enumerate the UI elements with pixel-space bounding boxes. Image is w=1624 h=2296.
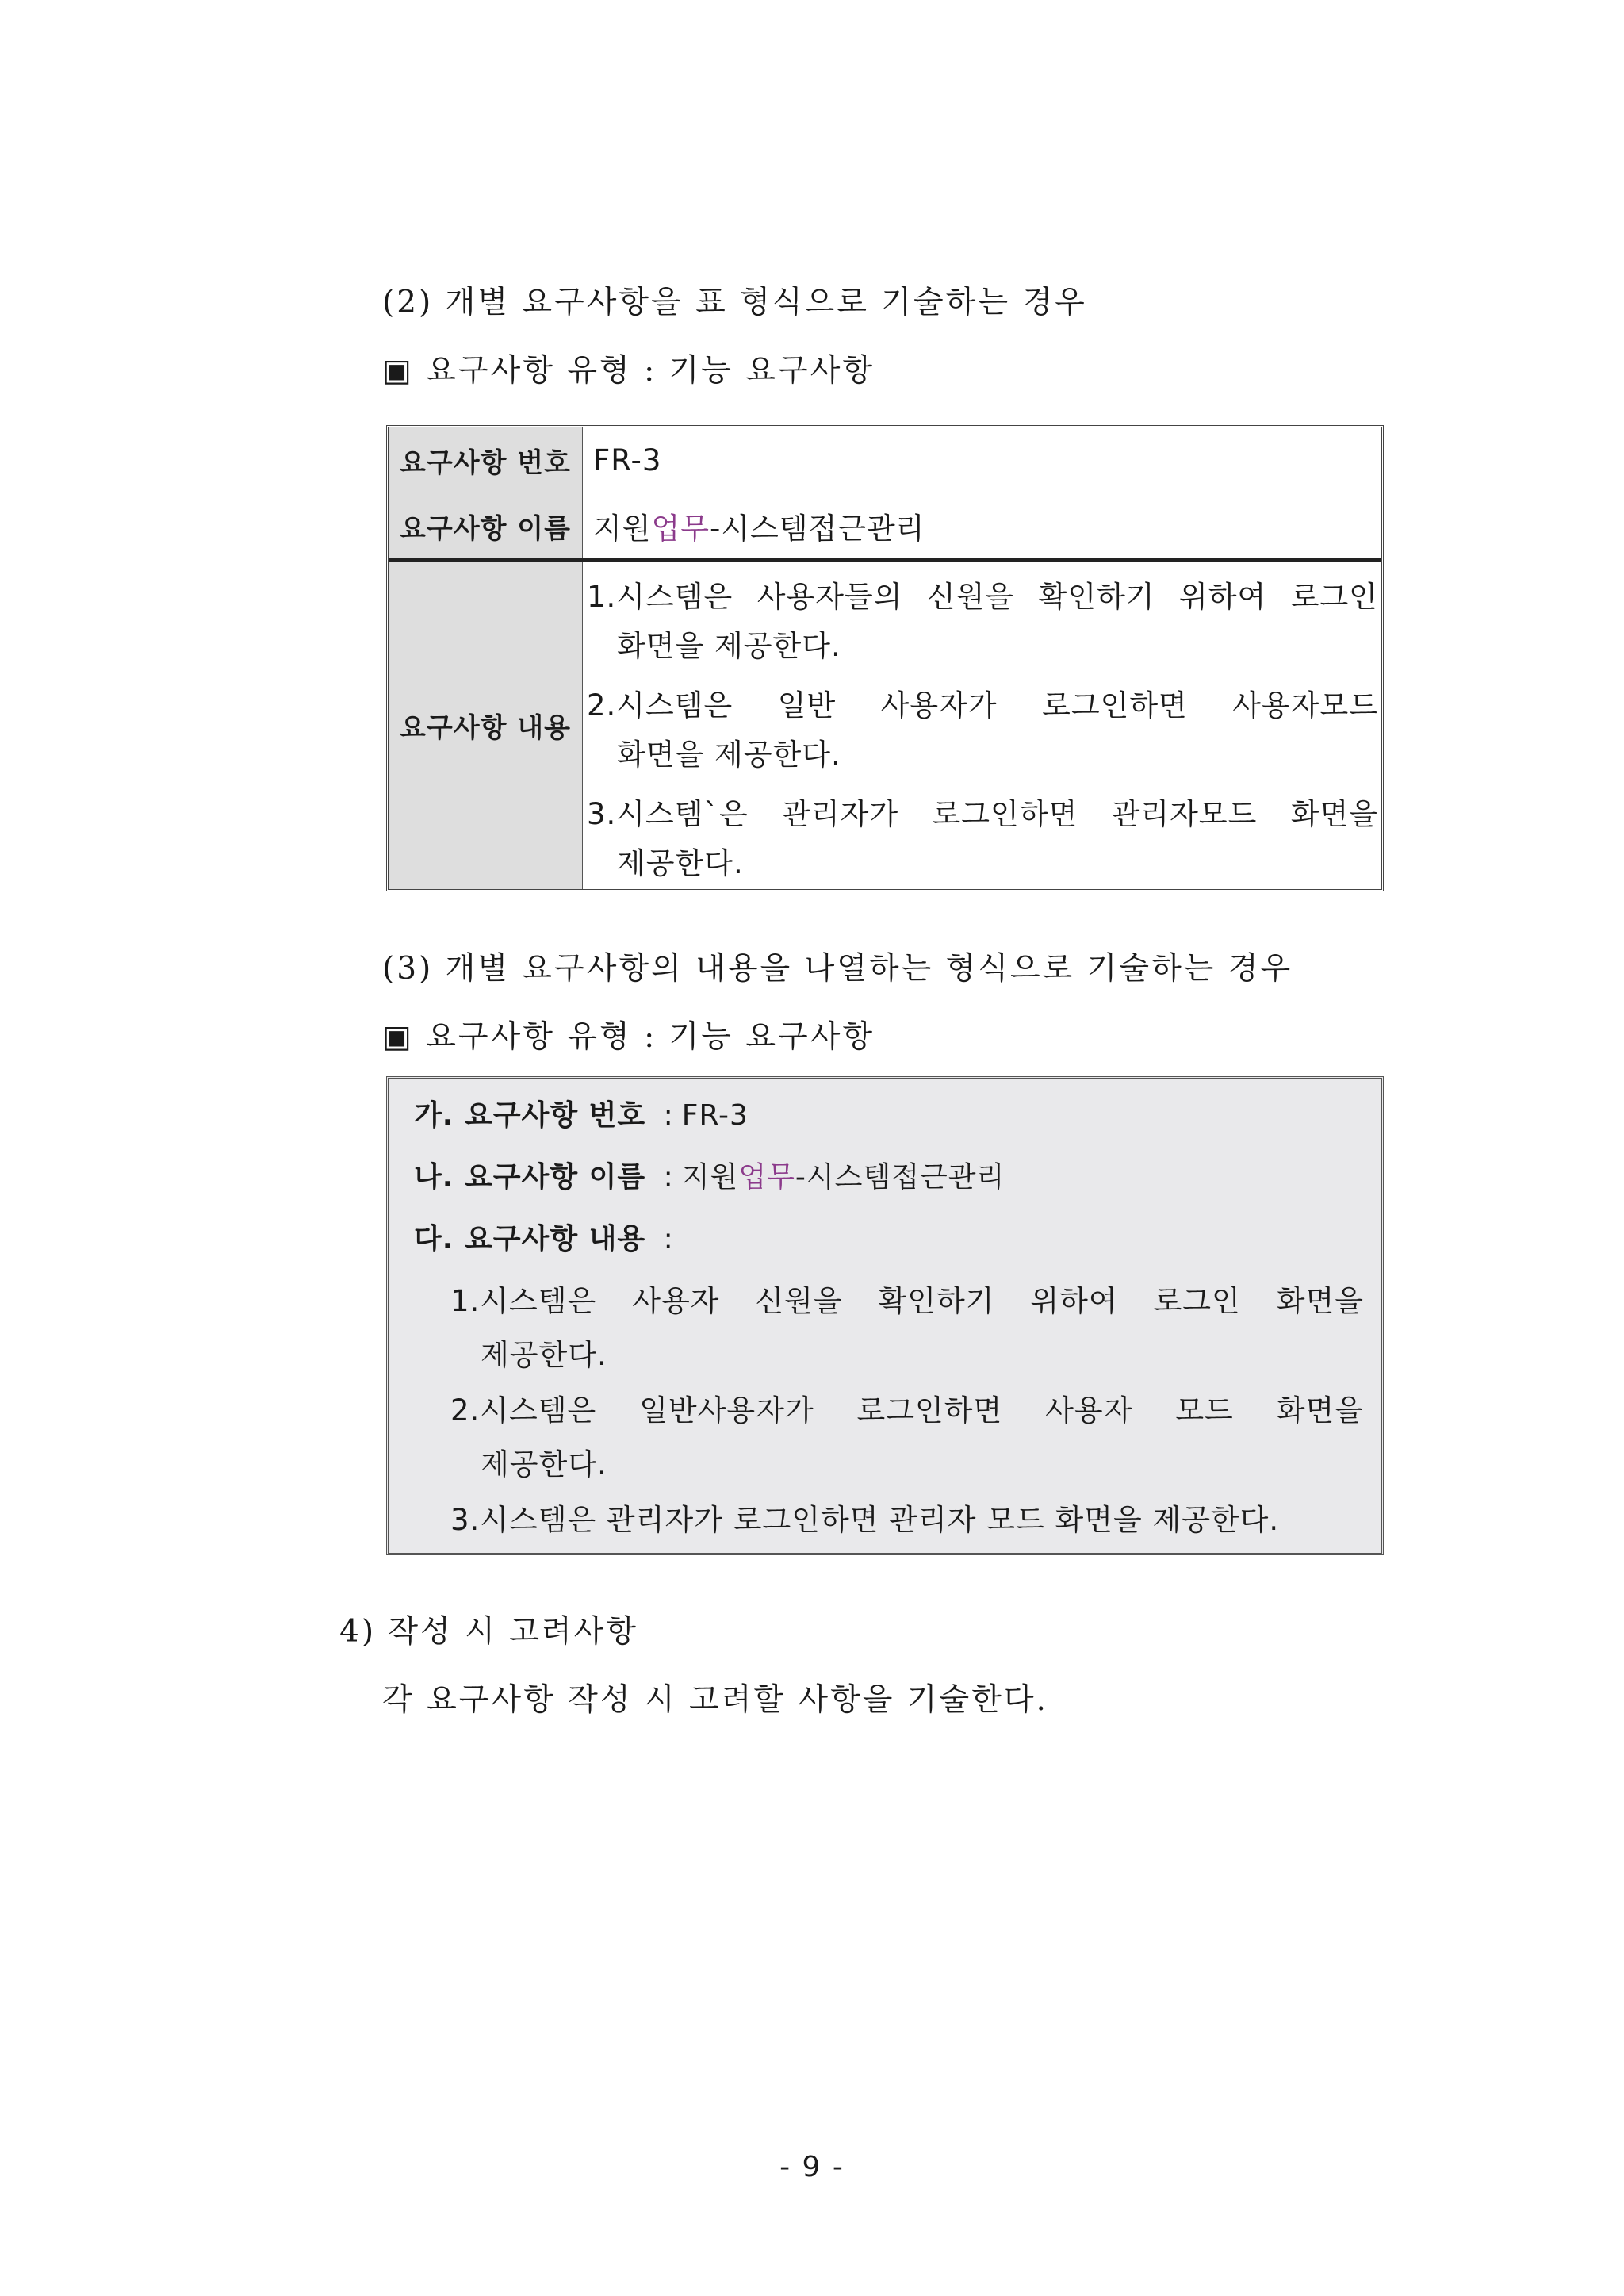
list-item <box>587 573 1378 671</box>
na-suffix: -시스템접근관리 <box>795 1161 1005 1194</box>
word: 사용자가 <box>880 688 998 723</box>
requirement-type-line-2: ▣ 요구사항 유형 : 기능 요구사항 <box>382 1019 875 1055</box>
word: 일반사용자가 <box>639 1393 814 1428</box>
word: 1.시스템은 <box>587 580 733 614</box>
content-items <box>587 573 1378 899</box>
word: 로그인하면 <box>932 797 1078 831</box>
considerations-body: 각 요구사항 작성 시 고려할 사항을 기술한다. <box>382 1682 1048 1718</box>
word: 1.시스템은 <box>450 1284 597 1318</box>
word: 2.시스템은 <box>587 688 733 723</box>
section-heading-list-format: (3) 개별 요구사항의 내용을 나열하는 형식으로 기술하는 경우 <box>382 951 1293 987</box>
word: 위하여 <box>1030 1284 1118 1318</box>
word: 확인하기 <box>878 1284 995 1318</box>
name-label: 요구사항 이름 <box>389 493 583 558</box>
word: 신원을 <box>926 580 1015 614</box>
word: 로그인하면 <box>856 1393 1003 1428</box>
na-label: 나. 요구사항 이름 <box>414 1161 646 1194</box>
requirement-table <box>386 425 1384 891</box>
name-line <box>414 1155 1005 1195</box>
item-continuation: 제공한다. <box>481 1338 607 1372</box>
section-heading-considerations: 4) 작성 시 고려사항 <box>339 1614 638 1650</box>
word: 사용자모드 <box>1232 688 1378 723</box>
item-continuation: 화면을 제공한다. <box>617 738 841 772</box>
number-label: 요구사항 번호 <box>389 427 583 493</box>
item-continuation: 제공한다. <box>481 1447 607 1481</box>
separator: : <box>663 1223 674 1255</box>
word: 로그인 <box>1290 580 1378 614</box>
word: 사용자 <box>1045 1393 1133 1428</box>
word: 2.시스템은 <box>450 1393 597 1428</box>
list-item <box>450 1496 1364 1539</box>
word: 화면을 <box>1276 1393 1364 1428</box>
word: 사용자 <box>632 1284 720 1318</box>
word: 로그인 <box>1153 1284 1241 1318</box>
list-item <box>450 1386 1364 1483</box>
na-accent: 업무 <box>738 1161 795 1194</box>
item-continuation: 제공한다. <box>617 846 744 880</box>
number-line <box>414 1093 749 1133</box>
name-prefix: 지원 <box>593 512 652 546</box>
ga-value: FR-3 <box>681 1099 749 1132</box>
word: 화면을 <box>1276 1284 1364 1318</box>
page-number: - 9 - <box>779 2151 845 2183</box>
list-item <box>587 790 1378 888</box>
name-suffix: -시스템접근관리 <box>709 512 925 546</box>
da-label: 다. 요구사항 내용 <box>414 1223 646 1255</box>
list-item <box>450 1277 1364 1374</box>
table-row-name <box>389 493 1381 562</box>
item-continuation: 화면을 제공한다. <box>617 629 841 663</box>
word: 관리자모드 <box>1111 797 1258 831</box>
table-row-content <box>389 562 1381 889</box>
item-text: 3.시스템은 관리자가 로그인하면 관리자 모드 화면을 제공한다. <box>450 1503 1280 1537</box>
name-accent: 업무 <box>651 512 710 546</box>
word: 위하여 <box>1179 580 1267 614</box>
table-row-number <box>389 427 1381 493</box>
na-prefix: 지원 <box>681 1161 739 1194</box>
word: 로그인하면 <box>1042 688 1188 723</box>
word: 화면을 <box>1290 797 1378 831</box>
name-value <box>593 493 1377 558</box>
word: 일반 <box>777 688 837 723</box>
word: 신원을 <box>755 1284 843 1318</box>
section-heading-table-format: (2) 개별 요구사항을 표 형식으로 기술하는 경우 <box>382 285 1087 320</box>
requirement-list-box <box>386 1076 1384 1555</box>
list-item <box>587 681 1378 780</box>
word: 관리자가 <box>782 797 899 831</box>
word: 확인하기 <box>1038 580 1155 614</box>
ga-label: 가. 요구사항 번호 <box>414 1099 646 1132</box>
content-line <box>414 1217 674 1257</box>
word: 사용자들의 <box>756 580 903 614</box>
word: 모드 <box>1175 1393 1234 1428</box>
separator: : <box>663 1099 674 1132</box>
content-label: 요구사항 내용 <box>389 562 583 889</box>
word: 3.시스템`은 <box>587 797 749 831</box>
separator: : <box>663 1161 674 1194</box>
requirement-type-line: ▣ 요구사항 유형 : 기능 요구사항 <box>382 353 875 389</box>
number-value: FR-3 <box>593 443 662 477</box>
